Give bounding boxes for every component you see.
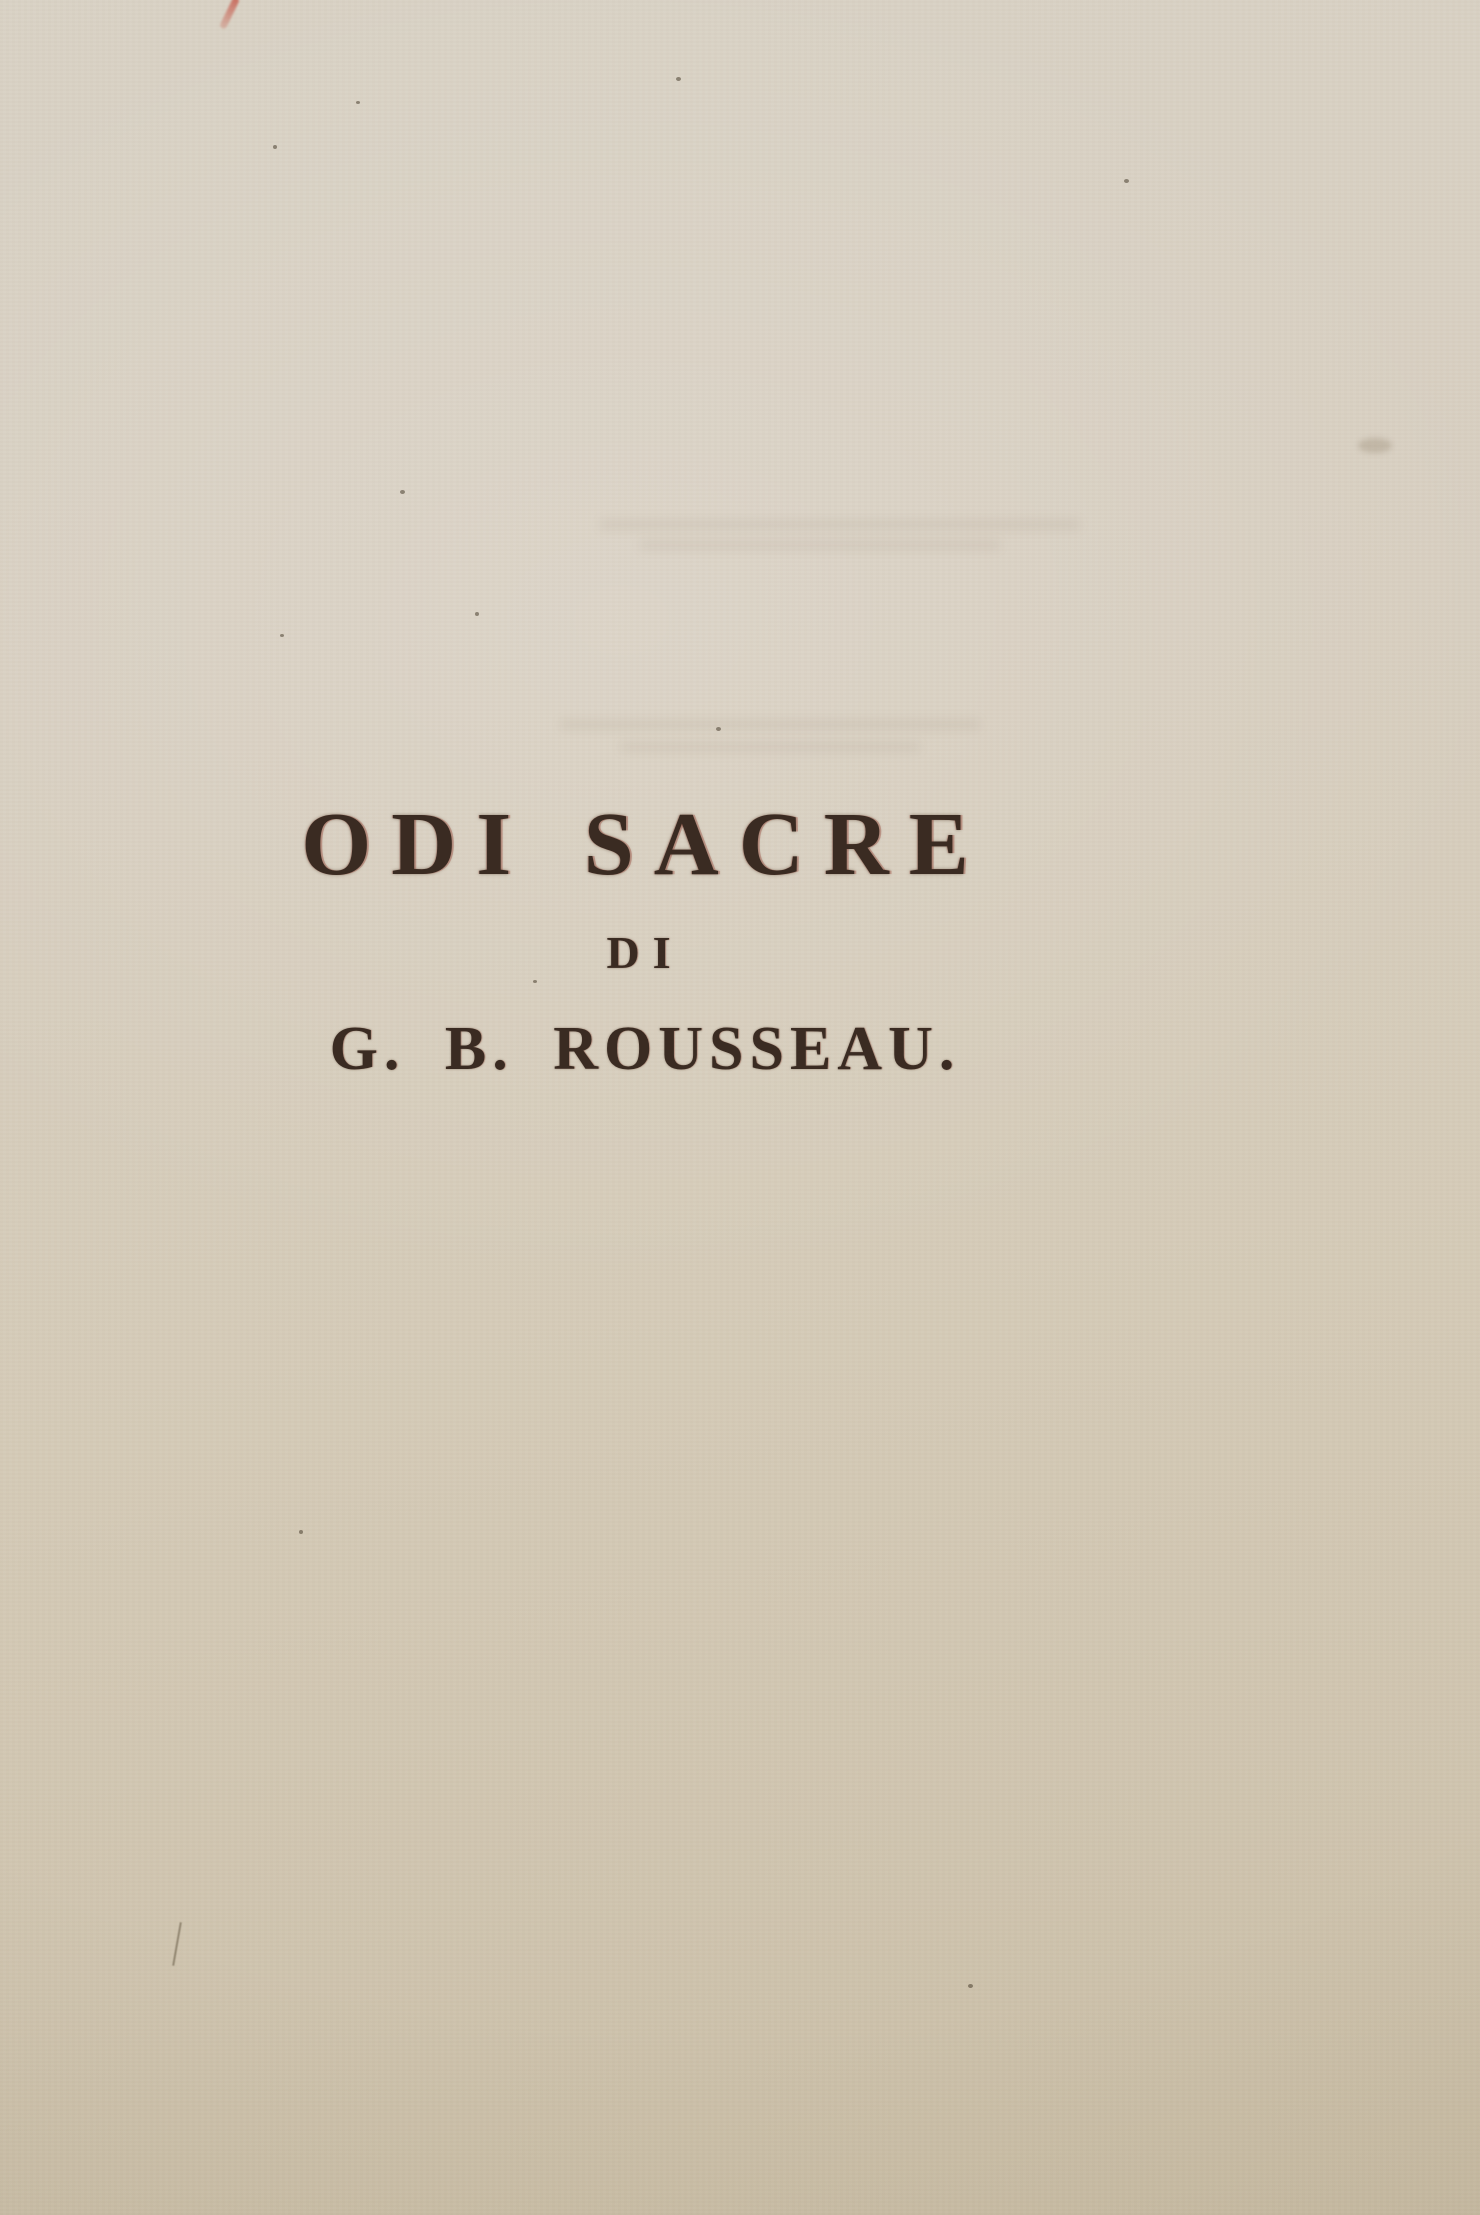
paper-speck	[280, 634, 284, 637]
paper-speck	[676, 77, 681, 81]
paper-speck	[299, 1530, 303, 1534]
byline-di: DI	[606, 927, 684, 978]
author-name: G. B. ROUSSEAU.	[329, 1015, 961, 1083]
paper-speck	[1124, 179, 1129, 183]
showthrough-ghost-line	[620, 743, 920, 751]
fiber-mark	[172, 1922, 182, 1966]
paper-speck	[716, 727, 721, 731]
paper-speck	[356, 101, 360, 104]
showthrough-ghost-line	[600, 520, 1080, 529]
red-ink-mark	[219, 0, 240, 30]
paper-speck	[968, 1984, 973, 1988]
paper-speck	[273, 145, 277, 149]
paper-speck	[475, 612, 479, 616]
paper-smudge	[1358, 438, 1392, 453]
paper-speck	[533, 980, 537, 983]
book-title: ODI SACRE	[301, 795, 989, 894]
showthrough-ghost-line	[560, 720, 980, 729]
showthrough-ghost-line	[640, 541, 1000, 549]
paper-speck	[400, 490, 405, 494]
